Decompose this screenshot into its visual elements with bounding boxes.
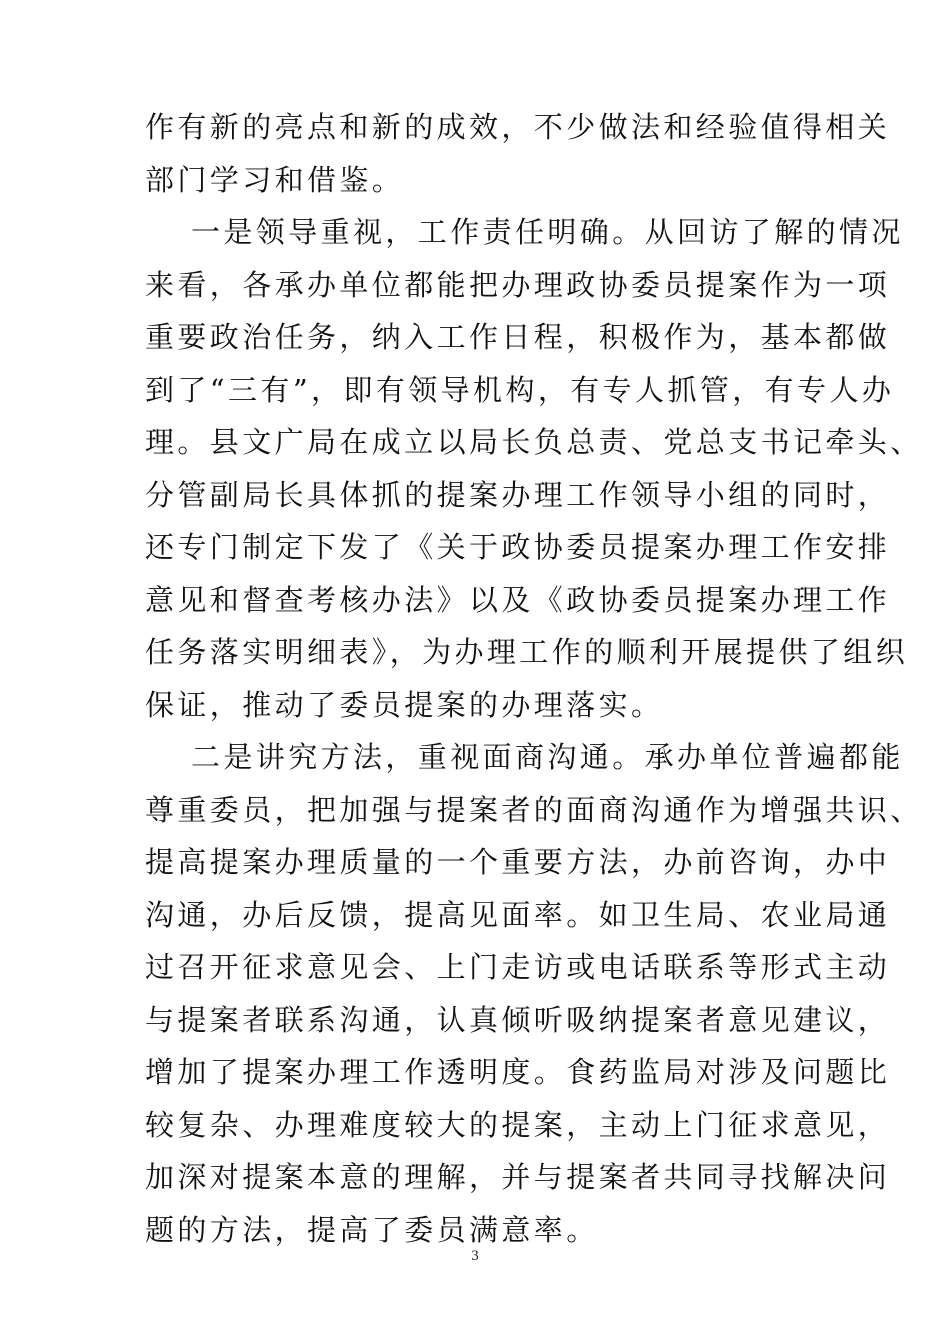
body-text	[145, 101, 923, 1256]
text-line: 尊重委员，把加强与提案者的面商沟通作为增强共识、	[145, 792, 923, 827]
text-line: 作有新的亮点和新的成效，不少做法和经验值得相关	[145, 110, 891, 144]
text-line: 来看，各承办单位都能把办理政协委员提案作为一项	[145, 267, 891, 302]
text-line: 重要政治任务，纳入工作日程，积极作为，基本都做	[145, 320, 891, 354]
text-line: 加深对提案本意的理解，并与提案者共同寻找解决问	[145, 1160, 891, 1194]
text-line: 增加了提案办理工作透明度。食药监局对涉及问题比	[145, 1055, 891, 1089]
text-line: 题的方法，提高了委员满意率。	[145, 1212, 599, 1247]
paragraph-first-line: 二是讲究方法，重视面商沟通。承办单位普遍都能	[191, 740, 904, 774]
text-line: 沟通，办后反馈，提高见面率。如卫生局、农业局通	[145, 897, 891, 932]
page-number: 3	[471, 1248, 479, 1264]
text-line: 意见和督查考核办法》以及《政协委员提案办理工作	[145, 582, 891, 617]
text-line: 提高提案办理质量的一个重要方法，办前咨询，办中	[145, 845, 891, 879]
text-line: 与提案者联系沟通，认真倾听吸纳提案者意见建议，	[145, 1002, 891, 1037]
text-line: 部门学习和借鉴。	[145, 162, 405, 197]
text-line: 任务落实明细表》，为办理工作的顺利开展提供了组织	[145, 635, 909, 669]
text-line: 理。县文广局在成立以局长负总责、党总支书记牵头、	[145, 425, 923, 459]
text-line: 到了“三有”，即有领导机构，有专人抓管，有专人办	[145, 372, 895, 407]
text-line: 保证，推动了委员提案的办理落实。	[145, 687, 664, 722]
text-line: 分管副局长具体抓的提案办理工作领导小组的同时，	[145, 477, 891, 512]
text-line: 较复杂、办理难度较大的提案，主动上门征求意见，	[145, 1107, 891, 1142]
text-line: 过召开征求意见会、上门走访或电话联系等形式主动	[145, 950, 891, 984]
text-line: 还专门制定下发了《关于政协委员提案办理工作安排	[145, 530, 891, 564]
paragraph-first-line: 一是领导重视，工作责任明确。从回访了解的情况	[191, 215, 904, 249]
